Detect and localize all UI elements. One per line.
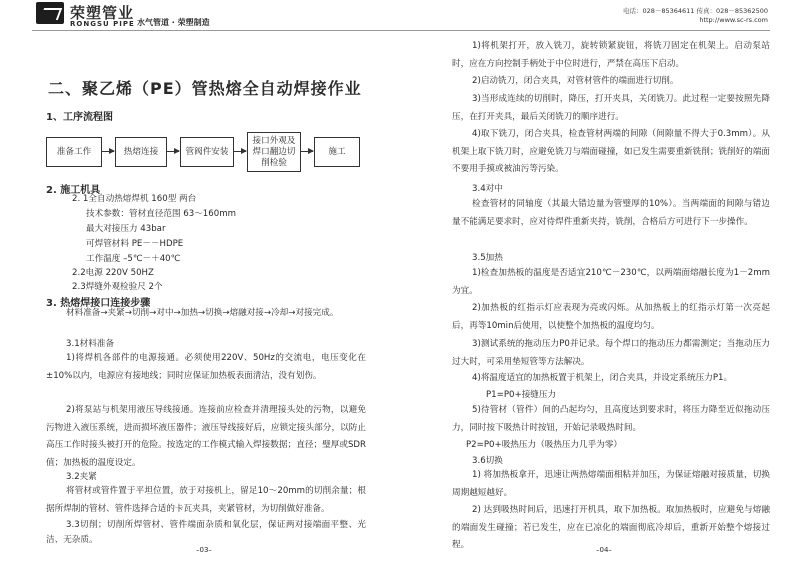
- flow-step-fusion: 热熔连接: [115, 137, 167, 167]
- section-steps: 3. 热熔焊接口连接步骤: [46, 298, 151, 309]
- paragraph: 将管材或管件置于平坦位置，放于对接机上，留足10～20mm的切削余量；根据所焊制的管材、管件选择合适的卡瓦夹具，夹紧管材，为切削做好准备。: [46, 486, 366, 514]
- page-title: 二、聚乙烯（PE）管热熔全自动焊接作业: [48, 79, 362, 98]
- flow-arrow: [166, 151, 179, 152]
- flow-step-prepare: 准备工作: [46, 137, 102, 167]
- flow-arrow: [101, 151, 114, 152]
- paragraph: 2)将泵站与机架用液压导线接通。连接前应检查并清理接头处的污物，以避免污物进入液压系统，进而损坏液压器件；液压导线接好后，应锁定接头部分，以防止高压工作时接头被打开的危险。按选定的工作模式输入焊接数据；直径；璧厚或SDR值；加热板的温度设定。: [46, 405, 366, 468]
- paragraph: 5)待管材（管件）间的凸起均匀，且高度达到要求时，将压力降至近似拖动压力，同时按下吸热计时按钮，开始记录吸热时间。: [452, 405, 770, 433]
- flow-step-construct: 施工: [314, 137, 360, 167]
- formula: P2=P0+吸热压力（吸热压力几乎为零）: [466, 440, 623, 450]
- subsection-heading: 3.1材料准备: [66, 339, 115, 349]
- flow-arrow: [233, 151, 246, 152]
- tool-line: 最大对接压力 43bar: [86, 224, 166, 234]
- page-number: –04–: [596, 546, 612, 554]
- contact-phone: 电话：028－85364611 传真：028－85362500: [622, 7, 768, 15]
- paragraph: 4)取下铣刀，闭合夹具，检查管材两端的间隙（间隙量不得大于0.3mm）。从机架上取下铣刀时，应避免铣刀与端面碰撞，如已发生需要重新铣削；铣削好的端面不要用手摸或被油污等污染。: [452, 129, 770, 174]
- paragraph: 1)将机架打开，放入铣刀，旋转锁紧旋钮，将铣刀固定在机架上。启动泵站时，应在方向控制手柄处于中位时进行，严禁在高压下启动。: [452, 41, 770, 69]
- brand-english: RONGSU PIPE: [70, 20, 135, 28]
- tool-line: 工作温度 –5℃－＋40℃: [86, 254, 181, 264]
- subsection-heading: 3.2夹紧: [66, 472, 97, 482]
- contact-web: http://www.sc-rs.com: [699, 16, 768, 24]
- paragraph: 4)将温度适宜的加热板置于机架上，闭合夹具，并设定系统压力P1。: [472, 373, 733, 383]
- paragraph: 2)加热板的红指示灯应表现为亮或闪烁。从加热板上的红指示灯第一次亮起后，再等10min后使用，以使整个加热板的温度均匀。: [452, 303, 770, 331]
- paragraph: 3)测试系统的拖动压力P0并记录。每个焊口的拖动压力都需测定；当拖动压力过大时，可采用垫短管等方法解决。: [452, 339, 770, 367]
- steps-paragraph: 材料准备→夹紧→切削→对中→加热→切换→熔融对接→冷却→对接完成。: [66, 308, 339, 318]
- subsection-heading: 3.5加热: [472, 253, 503, 263]
- flow-arrow: [300, 151, 313, 152]
- paragraph: 3.3切削；切削所焊管材、管件端面杂质和氧化层，保证两对接端面平整、光洁、无杂质。: [46, 520, 366, 545]
- section-flowchart: 1、工序流程图: [46, 112, 113, 123]
- tool-line: 可焊管材料 PE－－HDPE: [86, 239, 184, 249]
- section-tools: 2. 施工机具: [46, 185, 101, 196]
- page-number: –03–: [196, 546, 212, 554]
- subsection-heading: 3.6切换: [472, 456, 503, 466]
- paragraph: 2) 达到吸热时间后，迅速打开机具，取下加热板。取加热板时，应避免与熔融的端面发生碰撞；若已发生，应在已凉化的端面彻底冷却后，重新开始整个熔接过程。: [452, 505, 770, 550]
- tool-line: 2.3焊缝外观检验尺 2个: [72, 282, 163, 292]
- brand-name: 荣塑管业: [70, 4, 135, 22]
- tool-line: 2.2电源 220V 50HZ: [72, 268, 154, 278]
- paragraph: 3)当形成连续的切削时，降压，打开夹具，关闭铣刀。此过程一定要按照先降压，在打开夹具，最后关闭铣刀的顺序进行。: [452, 94, 770, 122]
- paragraph: 1)检查加热板的温度是否适宜210℃－230℃，以两端面熔融长度为1－2mm为宜。: [452, 268, 770, 296]
- slogan: 水气管道 · 荣塑制造: [137, 18, 210, 27]
- paragraph: 1) 将加热板拿开，迅速让两热熔端面相粘并加压，为保证熔融对接质量，切换周期越短越好。: [452, 470, 770, 498]
- paragraph: 1)将焊机各部件的电源接通。必须使用220V、50Hz的交流电，电压变化在±10%以内，电源应有接地线；同时应保证加热板表面清洁，没有划伤。: [46, 353, 366, 381]
- flow-step-inspect: 接口外观及 焊口翻边切 削检验: [247, 132, 301, 172]
- subsection-heading: 3.4对中: [472, 184, 503, 194]
- header-divider: [32, 30, 770, 31]
- tool-line: 技术参数：管材直径范围 63～160mm: [86, 209, 236, 219]
- paragraph: 2)启动铣刀，闭合夹具，对管材管件的端面进行切削。: [472, 76, 679, 86]
- tool-line: 2. 1全自动热熔焊机 160型 两台: [72, 194, 197, 204]
- logo-icon: [36, 2, 64, 24]
- paragraph: 检查管材的同轴度（其最大错边量为管璧厚的10%）。当两端面的间隙与错边量不能满足要求时，应对待焊件重新夹持，铣削，合格后方可进行下一步操作。: [452, 199, 770, 227]
- flow-step-install: 管阀件安装: [180, 137, 234, 167]
- formula: P1=P0+接缝压力: [486, 390, 557, 400]
